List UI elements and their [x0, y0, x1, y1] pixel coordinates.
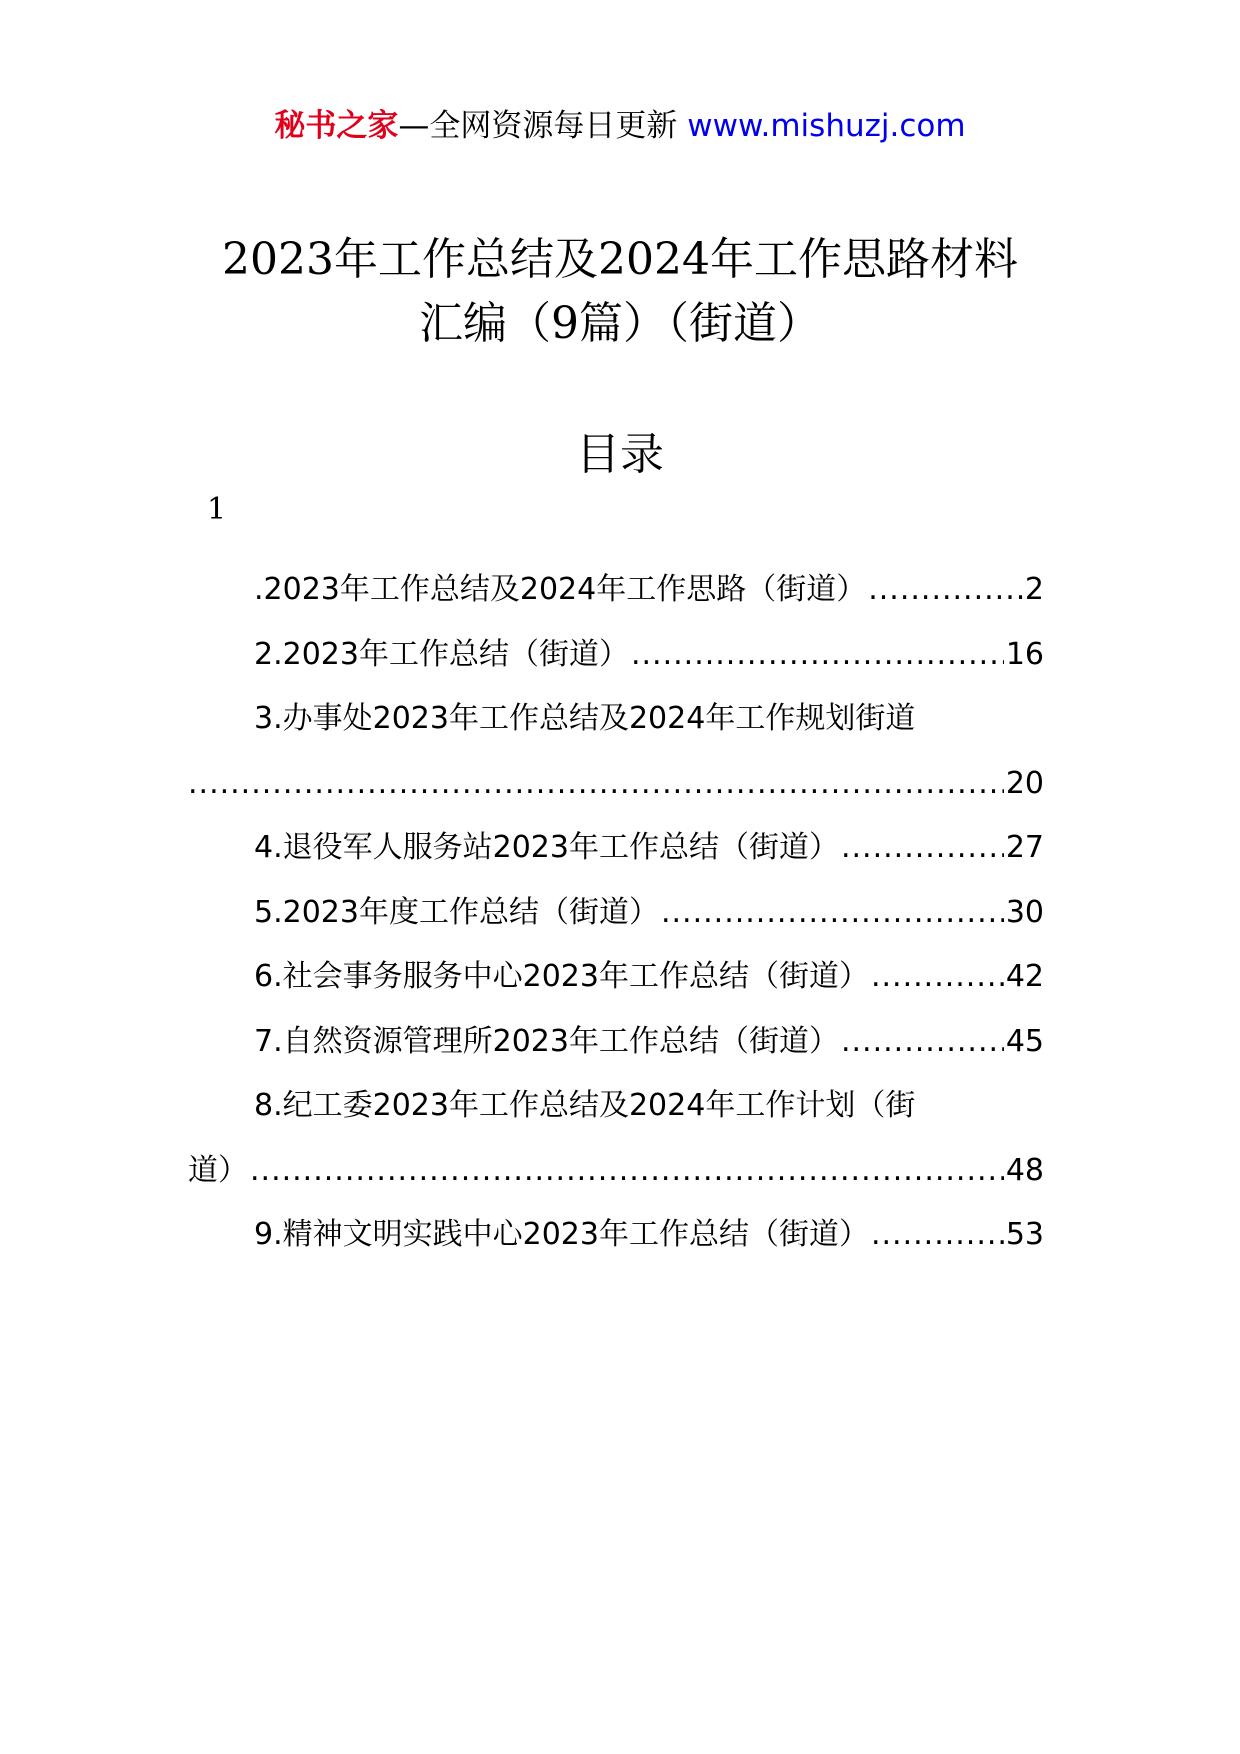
- toc-entry-5[interactable]: [188, 881, 1044, 946]
- brand-name: 秘书之家: [274, 108, 399, 144]
- title-line-2: 汇编（9篇）（街道）: [419, 298, 821, 349]
- toc-dot-leader: [871, 1203, 1004, 1268]
- toc-entry-title: 8.纪工委2023年工作总结及2024年工作计划（街: [254, 1088, 916, 1123]
- toc-dot-leader: [871, 945, 1004, 1010]
- toc-entry-4[interactable]: [188, 816, 1044, 881]
- site-header: [0, 100, 1240, 145]
- toc-entry-2[interactable]: [188, 623, 1044, 688]
- toc-entry-title: 2.2023年工作总结（街道）: [254, 636, 629, 672]
- site-url-link[interactable]: www.mishuzj.com: [687, 108, 966, 144]
- toc-page-number: 30: [1005, 894, 1044, 930]
- document-title: [0, 228, 1240, 356]
- toc-entry-6[interactable]: [188, 945, 1044, 1010]
- table-of-contents: [188, 558, 1044, 1268]
- toc-entry-3-continued[interactable]: [188, 752, 1044, 817]
- toc-entry-title: 3.办事处2023年工作总结及2024年工作规划街道: [254, 701, 916, 736]
- toc-entry-9[interactable]: [188, 1203, 1044, 1268]
- toc-dot-leader: [188, 752, 1004, 817]
- toc-page-number: 2: [1024, 572, 1044, 607]
- toc-page-number: 20: [1005, 765, 1044, 801]
- toc-dot-leader: [661, 881, 1004, 946]
- toc-entry-title: 7.自然资源管理所2023年工作总结（街道）: [254, 1023, 839, 1059]
- toc-entry-title: 9.精神文明实践中心2023年工作总结（街道）: [254, 1217, 869, 1252]
- toc-page-number: 27: [1005, 830, 1044, 865]
- toc-entry-title-continued: 道）: [188, 1152, 248, 1188]
- toc-dot-leader: [841, 1010, 1004, 1075]
- slogan: —全网资源每日更新: [398, 108, 678, 144]
- toc-page-number: 53: [1005, 1217, 1044, 1252]
- title-line-1: 2023年工作总结及2024年工作思路材料: [222, 234, 1018, 285]
- toc-entry-title: 5.2023年度工作总结（街道）: [254, 894, 659, 930]
- toc-page-number: 16: [1005, 636, 1044, 672]
- toc-dot-leader: [250, 1139, 1004, 1204]
- toc-entry-title: 4.退役军人服务站2023年工作总结（街道）: [254, 830, 839, 865]
- toc-dot-leader: [841, 816, 1004, 881]
- list-number: 1: [207, 492, 227, 527]
- toc-dot-leader: [868, 558, 1023, 623]
- toc-entry-7[interactable]: [188, 1010, 1044, 1075]
- toc-entry-8-continued[interactable]: [188, 1139, 1044, 1204]
- toc-entry-8[interactable]: [188, 1074, 1044, 1139]
- toc-entry-3[interactable]: [188, 687, 1044, 752]
- toc-entry-title: .2023年工作总结及2024年工作思路（街道）: [254, 572, 867, 607]
- toc-page-number: 45: [1005, 1023, 1044, 1059]
- toc-entry-1[interactable]: [188, 558, 1044, 623]
- toc-heading: 目录: [576, 429, 664, 480]
- toc-page-number: 48: [1005, 1152, 1044, 1188]
- toc-dot-leader: [631, 623, 1004, 688]
- toc-page-number: 42: [1005, 959, 1044, 994]
- toc-entry-title: 6.社会事务服务中心2023年工作总结（街道）: [254, 959, 869, 994]
